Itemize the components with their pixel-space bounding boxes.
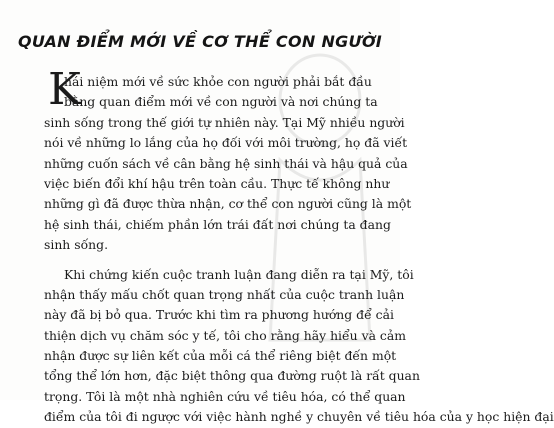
- text-line: nhận thấy mấu chốt quan trọng nhất của cuộc tranh luận: [44, 286, 405, 302]
- text-line: thiện dịch vụ chăm sóc y tế, tôi cho rằng hãy hiểu và cảm: [44, 327, 406, 343]
- text-line: hái niệm mới về sức khỏe con người phải bắt đầu: [64, 74, 372, 89]
- text-line: nhận được sự liên kết của mỗi cá thể riêng biệt đến một: [44, 348, 397, 364]
- drop-cap: K: [48, 64, 81, 115]
- text-line: việc biến đổi khí hậu trên toàn cầu. Thực tế không như: [44, 175, 390, 191]
- text-line: những cuốn sách về cân bằng hệ sinh thái và hậu quả của: [44, 155, 408, 171]
- text-line: nói về những lo lắng của họ đối với môi trường, họ đã viết: [44, 135, 408, 151]
- chapter-title: QUAN ĐIỂM MỚI VỀ CƠ THỂ CON NGƯỜI: [17, 32, 383, 51]
- text-line: trọng. Tôi là một nhà nghiên cứu về tiêu hóa, có thể quan: [44, 388, 406, 404]
- paragraph-1: [44, 72, 412, 256]
- text-line: hệ sinh thái, chiếm phần lớn trái đất nơi chúng ta đang: [44, 216, 391, 232]
- text-line: những gì đã được thừa nhận, cơ thể con người cũng là một: [44, 196, 412, 212]
- text-line: này đã bị bỏ qua. Trước khi tìm ra phương hướng để cải: [44, 307, 394, 323]
- text-line: điểm của tôi đi ngược với việc hành nghề y chuyên về tiêu hóa của y học hiện đại: [44, 409, 554, 425]
- text-line: Khi chứng kiến cuộc tranh luận đang diễn ra tại Mỹ, tôi: [64, 266, 414, 282]
- text-line: tổng thể lớn hơn, đặc biệt thông qua đường ruột là rất quan: [44, 368, 420, 384]
- text-line: bằng quan điểm mới về con người và nơi chúng ta: [64, 94, 378, 110]
- paragraph-2: [44, 265, 554, 428]
- text-line: sinh sống trong thế giới tự nhiên này. Tại Mỹ nhiều người: [44, 114, 405, 130]
- body-text: [44, 72, 554, 428]
- text-line: sinh sống.: [44, 237, 109, 253]
